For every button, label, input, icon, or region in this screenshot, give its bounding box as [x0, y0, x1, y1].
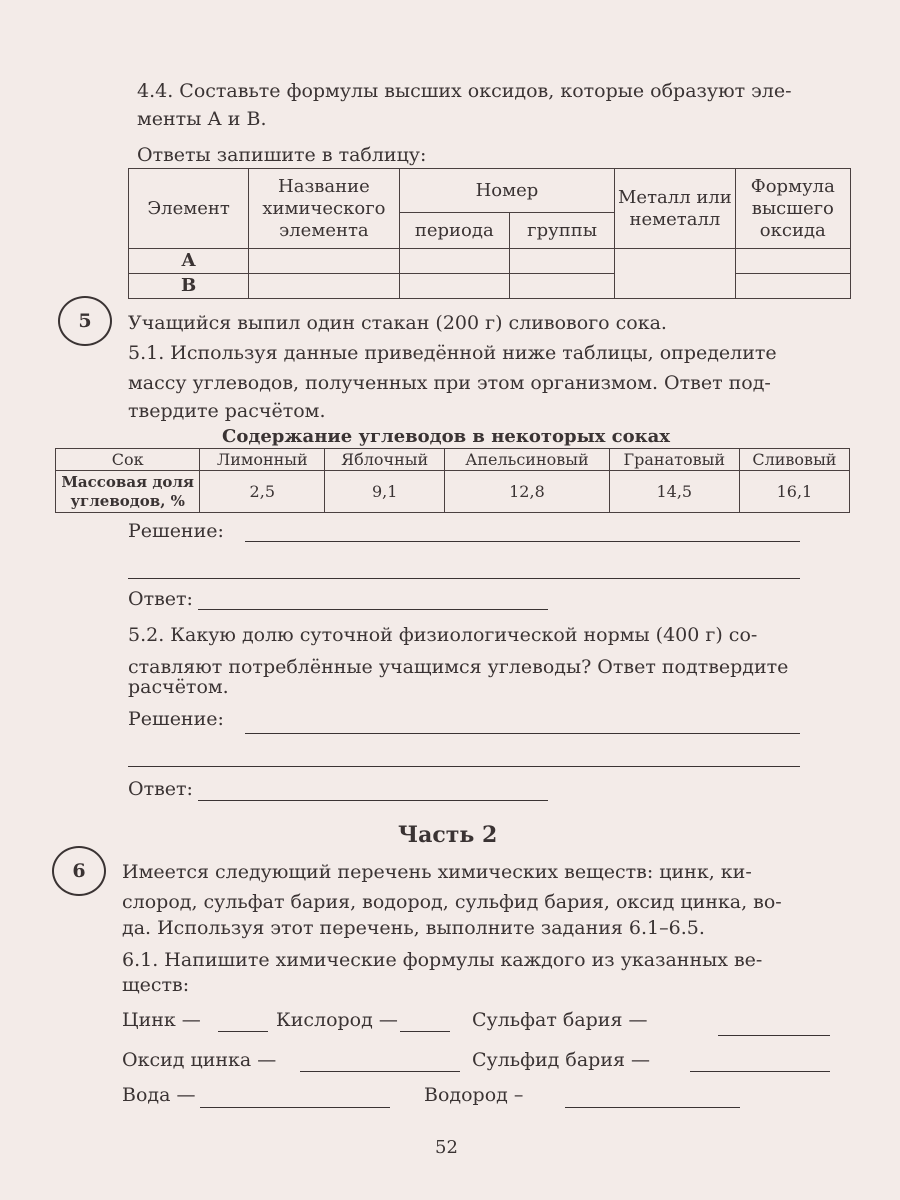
- element-cell: А: [129, 249, 249, 274]
- carb-value: 12,8: [445, 471, 610, 513]
- col-number: Номер: [399, 169, 615, 213]
- page-number: 52: [435, 1137, 458, 1158]
- question-5-2-line2: ставляют потреблённые учащимся углеводы? Ответ подтвердите: [128, 656, 789, 678]
- juice-name: Апельсиновый: [445, 449, 610, 471]
- table-row: [129, 274, 851, 299]
- metal-cell[interactable]: [615, 249, 735, 299]
- solution-label-5-1: Решение:: [128, 520, 224, 542]
- input-line-barium-sulfide[interactable]: [690, 1071, 830, 1072]
- question-5-1-line2: массу углеводов, полученных при этом организмом. Ответ под-: [128, 372, 771, 394]
- carb-value: 9,1: [325, 471, 445, 513]
- task6-line1: Имеется следующий перечень химических веществ: цинк, ки-: [122, 861, 752, 883]
- col-name: Название химического элемента: [249, 169, 399, 249]
- label-hydrogen: Водород –: [424, 1084, 524, 1106]
- solution-line-5-2b[interactable]: [128, 766, 800, 767]
- question-4-4-line1: 4.4. Составьте формулы высших оксидов, которые образуют эле-: [137, 80, 792, 102]
- input-line-zinc-oxide[interactable]: [300, 1071, 460, 1072]
- solution-line-5-1b[interactable]: [128, 578, 800, 579]
- period-cell[interactable]: [399, 249, 509, 274]
- label-zinc-oxide: Оксид цинка —: [122, 1049, 277, 1071]
- juice-carbohydrate-table: [55, 448, 850, 513]
- col-period: периода: [399, 213, 509, 249]
- question-6-1-line1: 6.1. Напишите химические формулы каждого из указанных ве-: [122, 949, 763, 971]
- answer-line-5-2[interactable]: [198, 800, 548, 801]
- col-formula: Формула высшего оксида: [735, 169, 850, 249]
- group-cell[interactable]: [509, 274, 614, 299]
- label-barium-sulfate: Сульфат бария —: [472, 1009, 648, 1031]
- task-number-6: 6: [52, 846, 106, 896]
- question-6-1-line2: ществ:: [122, 974, 190, 996]
- juice-table-title: Содержание углеводов в некоторых соках: [222, 426, 670, 447]
- answer-table-elements: [128, 168, 851, 299]
- col-element: Элемент: [129, 169, 249, 249]
- label-oxygen: Кислород —: [276, 1009, 398, 1031]
- question-5-2-line3: расчётом.: [128, 676, 229, 698]
- question-4-4-line2: менты А и В.: [137, 108, 267, 130]
- solution-line-5-1a[interactable]: [245, 541, 800, 542]
- input-line-oxygen[interactable]: [400, 1031, 450, 1032]
- question-5-2-line1: 5.2. Какую долю суточной физиологической нормы (400 г) со-: [128, 624, 758, 646]
- part-2-heading: Часть 2: [398, 822, 498, 848]
- label-barium-sulfide: Сульфид бария —: [472, 1049, 651, 1071]
- answer-label-5-1: Ответ:: [128, 588, 193, 610]
- juice-name: Гранатовый: [609, 449, 739, 471]
- period-cell[interactable]: [399, 274, 509, 299]
- carb-value: 16,1: [739, 471, 849, 513]
- task6-line2: слород, сульфат бария, водород, сульфид бария, оксид цинка, во-: [122, 891, 782, 913]
- col-group: группы: [509, 213, 614, 249]
- label-water: Вода —: [122, 1084, 196, 1106]
- col-metal: Металл или неметалл: [615, 169, 735, 249]
- juice-name: Сливовый: [739, 449, 849, 471]
- input-line-barium-sulfate[interactable]: [718, 1035, 830, 1036]
- juice-name: Лимонный: [200, 449, 325, 471]
- solution-line-5-2a[interactable]: [245, 733, 800, 734]
- input-line-hydrogen[interactable]: [565, 1107, 740, 1108]
- label-zinc: Цинк —: [122, 1009, 201, 1031]
- formula-cell[interactable]: [735, 274, 850, 299]
- group-cell[interactable]: [509, 249, 614, 274]
- question-5-1-line1: 5.1. Используя данные приведённой ниже таблицы, определите: [128, 342, 777, 364]
- formula-cell[interactable]: [735, 249, 850, 274]
- name-cell[interactable]: [249, 274, 399, 299]
- question-5-1-line3: твердите расчётом.: [128, 400, 326, 422]
- table-row: [129, 249, 851, 274]
- solution-label-5-2: Решение:: [128, 708, 224, 730]
- answer-line-5-1[interactable]: [198, 609, 548, 610]
- row-header-mass-fraction: Массовая доля углеводов, %: [56, 471, 200, 513]
- answer-prompt: Ответы запишите в таблицу:: [137, 144, 427, 166]
- input-line-zinc[interactable]: [218, 1031, 268, 1032]
- answer-label-5-2: Ответ:: [128, 778, 193, 800]
- task-number-5: 5: [58, 296, 112, 346]
- row-header-juice: Сок: [56, 449, 200, 471]
- element-cell: В: [129, 274, 249, 299]
- carb-value: 2,5: [200, 471, 325, 513]
- carb-value: 14,5: [609, 471, 739, 513]
- name-cell[interactable]: [249, 249, 399, 274]
- input-line-water[interactable]: [200, 1107, 390, 1108]
- task5-intro: Учащийся выпил один стакан (200 г) сливового сока.: [128, 312, 667, 334]
- juice-name: Яблочный: [325, 449, 445, 471]
- task6-line3: да. Используя этот перечень, выполните задания 6.1–6.5.: [122, 917, 705, 939]
